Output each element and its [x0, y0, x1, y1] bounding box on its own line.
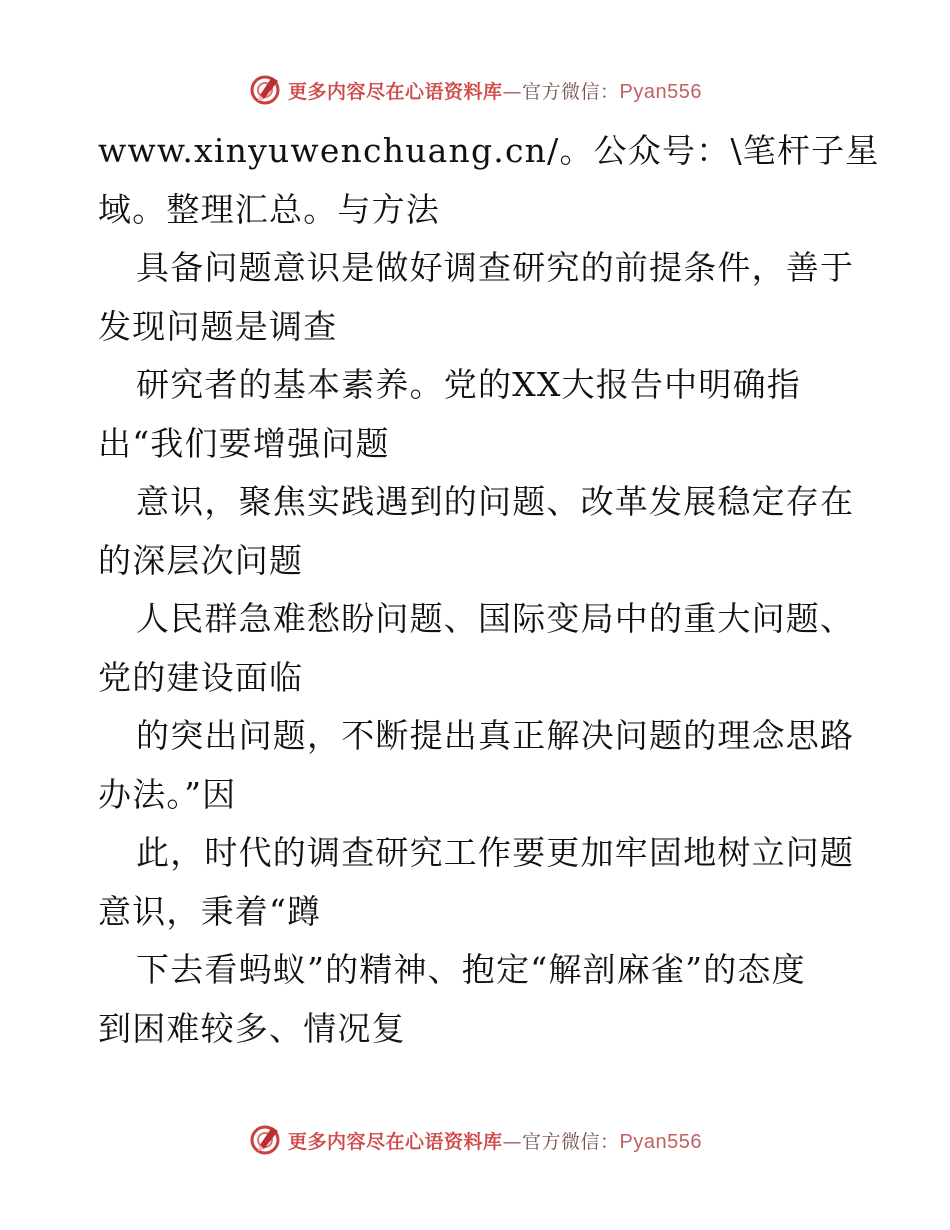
text-line: 办法。”因	[98, 774, 237, 814]
watermark-wechat-id: Pyan556	[619, 80, 702, 103]
watermark-label: 官方微信：	[522, 1130, 620, 1153]
text-line: 发现问题是调查	[98, 306, 338, 346]
text-line: 意识，秉着“蹲	[98, 891, 322, 931]
watermark-dash: —	[502, 80, 523, 103]
watermark-label: 官方微信：	[522, 80, 620, 103]
watermark-wechat-id: Pyan556	[619, 1130, 702, 1153]
text-line: 研究者的基本素养。党的XX大报告中明确指	[136, 365, 801, 404]
text-line: 下去看蚂蚁”的精神、抱定“解剖麻雀”的态度	[136, 950, 806, 989]
footer-watermark	[0, 1118, 950, 1162]
text-line: 的突出问题，不断提出真正解决问题的理念思路	[136, 716, 855, 755]
text-line: 域。整理汇总。与方法	[98, 189, 440, 229]
text-line: 党的建设面临	[98, 657, 304, 697]
text-line: www.xinyuwenchuang.cn/。公众号：\笔杆子星	[98, 131, 880, 170]
text-line: 具备问题意识是做好调查研究的前提条件，善于	[136, 248, 855, 287]
header-watermark	[0, 68, 950, 112]
text-line: 到困难较多、情况复	[98, 1008, 406, 1048]
pen-logo-icon	[248, 73, 282, 107]
text-line: 的深层次问题	[98, 540, 304, 580]
text-line: 此，时代的调查研究工作要更加牢固地树立问题	[136, 833, 855, 872]
watermark-main-text: 更多内容尽在心语资料库	[288, 80, 503, 103]
text-line: 出“我们要增强问题	[98, 423, 390, 463]
text-line: 人民群急难愁盼问题、国际变局中的重大问题、	[136, 599, 855, 638]
watermark-main-text: 更多内容尽在心语资料库	[288, 1130, 503, 1153]
document-body	[98, 122, 880, 1058]
pen-logo-icon	[248, 1123, 282, 1157]
watermark-dash: —	[502, 1130, 523, 1153]
text-line: 意识，聚焦实践遇到的问题、改革发展稳定存在	[136, 482, 855, 521]
